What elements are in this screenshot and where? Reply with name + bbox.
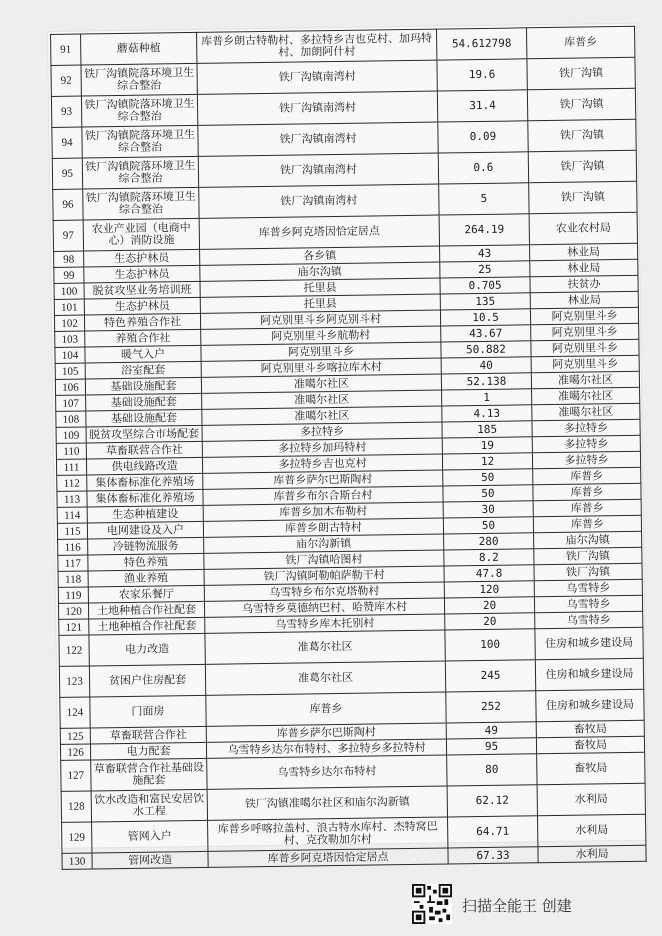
project-name-cell: 生态护林员: [84, 297, 200, 315]
amount-cell: 67.33: [448, 847, 538, 864]
row-index-cell: 130: [62, 853, 92, 869]
location-cell: 铁厂沟镇哈图村: [204, 550, 444, 569]
row-index-cell: 127: [61, 760, 91, 791]
project-table-body: [51, 26, 647, 869]
department-cell: 准噶尔社区: [531, 371, 639, 389]
amount-cell: 95: [446, 738, 536, 755]
location-cell: 托里县: [200, 294, 440, 313]
row-index-cell: 101: [54, 299, 84, 315]
amount-cell: 185: [442, 421, 532, 438]
project-name-cell: 基础设施配套: [85, 377, 201, 395]
location-cell: 库普乡布尔合斯台村: [203, 486, 443, 505]
row-index-cell: 104: [55, 347, 85, 363]
amount-cell: 54.612798: [436, 28, 526, 60]
location-cell: 库普乡加木布勒村: [203, 502, 443, 521]
location-cell: 库普乡朗古特村: [203, 518, 443, 537]
project-name-cell: 生态护林员: [84, 249, 200, 267]
project-name-cell: 养殖合作社: [85, 329, 201, 347]
project-name-cell: 生态种植建设: [87, 505, 203, 523]
amount-cell: 280: [444, 533, 534, 550]
amount-cell: 50: [443, 485, 533, 502]
project-name-cell: 电力配套: [90, 742, 206, 760]
amount-cell: 50: [443, 469, 533, 486]
row-index-cell: 115: [57, 523, 87, 539]
amount-cell: 0.6: [438, 152, 528, 184]
amount-cell: 47.8: [444, 565, 534, 582]
row-index-cell: 125: [60, 728, 90, 744]
location-cell: 多拉特乡: [202, 422, 442, 441]
project-name-cell: 脱贫攻坚综合市场配套: [86, 425, 202, 443]
row-index-cell: 103: [55, 331, 85, 347]
row-index-cell: 96: [53, 189, 83, 220]
row-index-cell: 110: [56, 443, 86, 459]
department-cell: 库普乡: [533, 515, 641, 533]
project-name-cell: 铁厂沟镇院落环境卫生综合整治: [82, 125, 198, 158]
location-cell: 库普乡萨尔巴斯陶村: [206, 723, 446, 742]
row-index-cell: 113: [57, 491, 87, 507]
location-cell: 阿克别里斗乡阿克别斗村: [200, 310, 440, 329]
location-cell: 乌雪特乡达尔布特村、多拉特乡多拉特村: [206, 739, 446, 758]
department-cell: 农业农村局: [529, 212, 637, 245]
amount-cell: 30: [443, 501, 533, 518]
department-cell: 林业局: [530, 243, 638, 261]
amount-cell: 1: [442, 389, 532, 406]
row-index-cell: 119: [58, 587, 88, 603]
department-cell: 准噶尔社区: [532, 387, 640, 405]
amount-cell: 80: [447, 754, 537, 786]
row-index-cell: 91: [51, 34, 81, 65]
location-cell: 各乡镇: [200, 246, 440, 265]
amount-cell: 62.12: [447, 785, 537, 817]
project-name-cell: 土地种植合作社配套: [89, 617, 205, 635]
project-name-cell: 土地种植合作社配套: [88, 601, 204, 619]
project-name-cell: 管网改造: [92, 851, 208, 869]
department-cell: 库普乡: [526, 26, 634, 59]
row-index-cell: 98: [54, 251, 84, 267]
department-cell: 库普乡: [533, 483, 641, 501]
location-cell: 铁厂沟镇南湾村: [198, 122, 438, 156]
project-name-cell: 草畜联营合作社基础设施配套: [91, 758, 207, 791]
location-cell: 多拉特乡加玛特村: [202, 438, 442, 457]
amount-cell: 252: [446, 691, 536, 723]
amount-cell: 12: [442, 453, 532, 470]
department-cell: 水利局: [538, 845, 646, 863]
amount-cell: 20: [445, 613, 535, 630]
row-index-cell: 102: [54, 315, 84, 331]
row-index-cell: 109: [56, 427, 86, 443]
amount-cell: 43: [440, 245, 530, 262]
department-cell: 阿克别里斗乡: [531, 323, 639, 341]
department-cell: 乌雪特乡: [534, 595, 642, 613]
document-page: [48, 24, 647, 868]
amount-cell: 25: [440, 261, 530, 278]
row-index-cell: 114: [57, 507, 87, 523]
row-index-cell: 123: [59, 666, 89, 697]
row-index-cell: 94: [52, 127, 82, 158]
row-index-cell: 93: [51, 96, 81, 127]
row-index-cell: 105: [55, 363, 85, 379]
amount-cell: 264.19: [439, 214, 529, 246]
project-name-cell: 蘑菇种植: [81, 32, 197, 65]
row-index-cell: 128: [61, 791, 91, 822]
location-cell: 库普乡阿克塔因恰定居点: [199, 215, 439, 249]
row-index-cell: 129: [62, 822, 92, 853]
project-name-cell: 铁厂沟镇院落环境卫生综合整治: [83, 187, 199, 220]
amount-cell: 0.705: [440, 277, 530, 294]
department-cell: 阿克别里斗乡: [531, 355, 639, 373]
location-cell: 乌雪特乡达尔布特村: [207, 755, 447, 789]
row-index-cell: 117: [58, 555, 88, 571]
department-cell: 阿克别里斗乡: [530, 307, 638, 325]
project-name-cell: 冷链物流服务: [88, 537, 204, 555]
project-name-cell: 铁厂沟镇院落环境卫生综合整治: [82, 156, 198, 189]
department-cell: 多拉特乡: [532, 435, 640, 453]
project-name-cell: 基础设施配套: [86, 409, 202, 427]
amount-cell: 135: [440, 293, 530, 310]
department-cell: 扶贫办: [530, 275, 638, 293]
row-index-cell: 120: [58, 603, 88, 619]
location-cell: 库普乡朗古特勒村、多拉特乡吉也克村、加玛特村、加朗阿什村: [197, 29, 437, 63]
project-name-cell: 浴室配套: [85, 361, 201, 379]
department-cell: 阿克别里斗乡: [531, 339, 639, 357]
project-name-cell: 饮水改造和富民安居饮水工程: [91, 789, 207, 822]
amount-cell: 19: [442, 437, 532, 454]
project-name-cell: 草畜联营合作社: [90, 726, 206, 744]
amount-cell: 120: [444, 581, 534, 598]
amount-cell: 245: [445, 660, 535, 692]
project-name-cell: 铁厂沟镇院落环境卫生综合整治: [81, 94, 197, 127]
project-name-cell: 脱贫攻坚业务培训班: [84, 281, 200, 299]
location-cell: 库普乡萨尔巴斯陶村: [203, 470, 443, 489]
project-name-cell: 生态护林员: [84, 265, 200, 283]
department-cell: 林业局: [530, 259, 638, 277]
row-index-cell: 97: [53, 220, 83, 251]
location-cell: 准葛尔社区: [205, 630, 445, 664]
location-cell: 铁厂沟镇南湾村: [197, 60, 437, 94]
location-cell: 多拉特乡吉也克村: [202, 454, 442, 473]
amount-cell: 52.138: [441, 373, 531, 390]
department-cell: 准噶尔社区: [532, 403, 640, 421]
row-index-cell: 108: [56, 411, 86, 427]
department-cell: 水利局: [537, 783, 645, 816]
location-cell: 铁厂沟镇南湾村: [198, 153, 438, 187]
project-name-cell: 电力改造: [89, 633, 205, 666]
project-name-cell: 电网建设及入户: [87, 521, 203, 539]
location-cell: 庙尔沟镇: [200, 262, 440, 281]
project-name-cell: 基础设施配套: [86, 393, 202, 411]
row-index-cell: 95: [52, 158, 82, 189]
row-index-cell: 112: [57, 475, 87, 491]
department-cell: 铁厂沟镇: [534, 547, 642, 565]
scanner-brand: 扫描全能王 创建: [462, 897, 572, 915]
row-index-cell: 126: [60, 744, 90, 760]
project-name-cell: 农业产业园（电商中心）消防设施: [83, 218, 199, 251]
project-name-cell: 暖气入户: [85, 345, 201, 363]
amount-cell: 10.5: [440, 309, 530, 326]
location-cell: 准噶尔社区: [202, 390, 442, 409]
project-name-cell: 铁厂沟镇院落环境卫生综合整治: [81, 63, 197, 96]
department-cell: 铁厂沟镇: [529, 181, 637, 214]
location-cell: 库普乡呼喀拉盖村、浪古特水库村、杰特窝巴村、克孜勒加尔村: [208, 817, 448, 851]
department-cell: 多拉特乡: [532, 419, 640, 437]
row-index-cell: 99: [54, 267, 84, 283]
amount-cell: 20: [444, 597, 534, 614]
row-index-cell: 116: [58, 539, 88, 555]
qr-code-icon: [412, 884, 452, 924]
amount-cell: 19.6: [437, 59, 527, 91]
project-name-cell: 管网入户: [92, 820, 208, 853]
amount-cell: 64.71: [447, 816, 537, 848]
amount-cell: 4.13: [442, 405, 532, 422]
row-index-cell: 111: [56, 459, 86, 475]
department-cell: 乌雪特乡: [534, 579, 642, 597]
amount-cell: 5: [439, 183, 529, 215]
department-cell: 畜牧局: [536, 736, 644, 754]
project-name-cell: 特色养殖合作社: [84, 313, 200, 331]
department-cell: 铁厂沟镇: [528, 119, 636, 152]
row-index-cell: 118: [58, 571, 88, 587]
project-name-cell: 集体畜标准化养殖场: [87, 473, 203, 491]
amount-cell: 49: [446, 722, 536, 739]
department-cell: 乌雪特乡: [535, 611, 643, 629]
location-cell: 铁厂沟镇阿勒帕萨勒干村: [204, 566, 444, 585]
location-cell: 阿克别里斗乡喀拉库木村: [201, 358, 441, 377]
location-cell: 阿克别里斗乡: [201, 342, 441, 361]
amount-cell: 8.2: [444, 549, 534, 566]
row-index-cell: 100: [54, 283, 84, 299]
project-name-cell: 草畜联营合作社: [86, 441, 202, 459]
row-index-cell: 124: [60, 697, 90, 728]
department-cell: 住房和城乡建设局: [535, 627, 643, 660]
location-cell: 乌雪特乡布尔克塔勒村: [204, 582, 444, 601]
amount-cell: 100: [445, 629, 535, 661]
department-cell: 铁厂沟镇: [527, 88, 635, 121]
department-cell: 住房和城乡建设局: [536, 689, 644, 722]
project-name-cell: 门面房: [90, 695, 206, 728]
department-cell: 铁厂沟镇: [534, 563, 642, 581]
amount-cell: 43.67: [441, 325, 531, 342]
location-cell: 铁厂沟镇准噶尔社区和庙尔沟新镇: [207, 786, 447, 820]
department-cell: 铁厂沟镇: [528, 150, 636, 183]
location-cell: 库普乡阿克塔因恰定居点: [208, 848, 448, 867]
department-cell: 铁厂沟镇: [527, 57, 635, 90]
department-cell: 畜牧局: [537, 752, 645, 785]
location-cell: 庙尔沟新镇: [204, 534, 444, 553]
row-index-cell: 122: [59, 635, 89, 666]
amount-cell: 50: [443, 517, 533, 534]
row-index-cell: 121: [59, 619, 89, 635]
location-cell: 乌雪特乡库木托别村: [205, 614, 445, 633]
project-name-cell: 渔业养殖: [88, 569, 204, 587]
amount-cell: 40: [441, 357, 531, 374]
department-cell: 庙尔沟镇: [534, 531, 642, 549]
location-cell: 准葛尔社区: [205, 661, 445, 695]
department-cell: 多拉特乡: [532, 451, 640, 469]
location-cell: 准噶尔社区: [201, 374, 441, 393]
project-name-cell: 集体畜标准化养殖场: [87, 489, 203, 507]
project-name-cell: 特色养殖: [88, 553, 204, 571]
scanner-watermark: [412, 884, 642, 928]
location-cell: 托里县: [200, 278, 440, 297]
department-cell: 水利局: [537, 814, 645, 847]
location-cell: 库普乡: [206, 692, 446, 726]
project-name-cell: 供电线路改造: [86, 457, 202, 475]
row-index-cell: 107: [56, 395, 86, 411]
amount-cell: 0.09: [438, 121, 528, 153]
project-name-cell: 贫困户住房配套: [89, 664, 205, 697]
location-cell: 准噶尔社区: [202, 406, 442, 425]
department-cell: 畜牧局: [536, 720, 644, 738]
row-index-cell: 92: [51, 65, 81, 96]
department-cell: 林业局: [530, 291, 638, 309]
location-cell: 阿克别里斗乡航勒村: [201, 326, 441, 345]
department-cell: 库普乡: [533, 499, 641, 517]
project-name-cell: 农家乐餐厅: [88, 585, 204, 603]
location-cell: 乌雪特乡莫德纳巴村、哈赞库木村: [204, 598, 444, 617]
location-cell: 铁厂沟镇南湾村: [199, 184, 439, 218]
amount-cell: 31.4: [437, 90, 527, 122]
department-cell: 住房和城乡建设局: [535, 658, 643, 691]
amount-cell: 50.882: [441, 341, 531, 358]
location-cell: 铁厂沟镇南湾村: [197, 91, 437, 125]
row-index-cell: 106: [55, 379, 85, 395]
department-cell: 库普乡: [533, 467, 641, 485]
project-table: [50, 26, 647, 870]
